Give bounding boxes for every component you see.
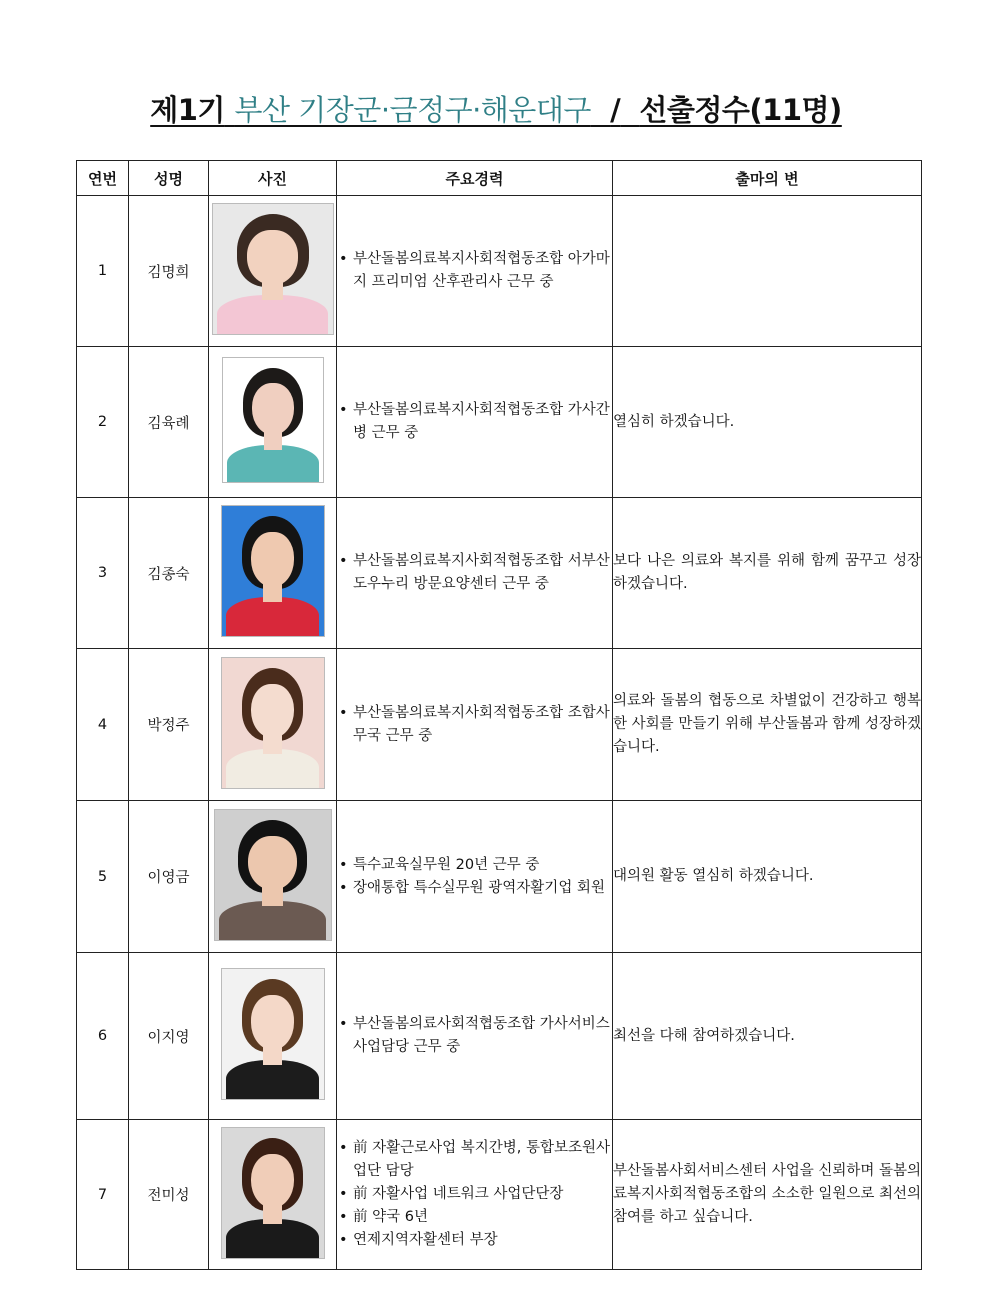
row-number: 1 (77, 196, 129, 347)
career-item: • 부산돌봄의료복지사회적협동조합 조합사무국 근무 중 (353, 702, 612, 748)
photo-cell (209, 801, 337, 953)
candidate-name: 김명희 (129, 196, 209, 347)
candidate-name: 이영금 (129, 801, 209, 953)
portrait-shoulders (227, 445, 319, 483)
career-item: • 연제지역자활센터 부장 (353, 1229, 612, 1252)
photo-cell (209, 196, 337, 347)
portrait-shoulders (226, 749, 320, 789)
career-list (337, 1013, 612, 1059)
row-number: 2 (77, 347, 129, 498)
career-list (337, 854, 612, 900)
candidate-name: 김종숙 (129, 498, 209, 649)
career-item: • 前 약국 6년 (353, 1206, 612, 1229)
portrait-shoulders (217, 295, 327, 335)
candidate-portrait (212, 203, 334, 335)
career-item: • 부산돌봄의료복지사회적협동조합 서부산도우누리 방문요양센터 근무 중 (353, 550, 612, 596)
portrait-face (252, 383, 294, 435)
title-text (150, 93, 842, 127)
portrait-shoulders (226, 1060, 320, 1100)
header-speech: 출마의 변 (613, 161, 922, 196)
title-slash: / (610, 93, 621, 127)
candidate-table (76, 160, 922, 1270)
portrait-shoulders (219, 901, 326, 941)
candidate-name: 전미성 (129, 1120, 209, 1270)
career-list (337, 550, 612, 596)
title-suffix: 선출정수(11명) (639, 93, 842, 127)
header-career: 주요경력 (337, 161, 613, 196)
table-row (77, 196, 922, 347)
header-no: 연번 (77, 161, 129, 196)
career-cell (337, 649, 613, 801)
table-row (77, 498, 922, 649)
career-list (337, 702, 612, 748)
title-prefix: 제1기 (150, 93, 225, 127)
career-item: • 특수교육실무원 20년 근무 중 (353, 854, 612, 877)
speech-cell (613, 196, 922, 347)
candidate-portrait (221, 505, 325, 637)
career-cell (337, 498, 613, 649)
row-number: 5 (77, 801, 129, 953)
portrait-face (251, 684, 294, 739)
career-item: • 부산돌봄의료사회적협동조합 가사서비스사업담당 근무 중 (353, 1013, 612, 1059)
career-cell (337, 1120, 613, 1270)
table-row (77, 801, 922, 953)
photo-cell (209, 498, 337, 649)
candidate-portrait (221, 1127, 325, 1259)
portrait-shoulders (226, 597, 320, 637)
portrait-face (251, 995, 294, 1050)
career-cell (337, 196, 613, 347)
table-header-row (77, 161, 922, 196)
speech-cell: 의료와 돌봄의 협동으로 차별없이 건강하고 행복한 사회를 만들기 위해 부산돌봄과 함께 성장하겠습니다. (613, 649, 922, 801)
career-list (337, 248, 612, 294)
photo-cell (209, 649, 337, 801)
table-row (77, 953, 922, 1120)
row-number: 3 (77, 498, 129, 649)
row-number: 7 (77, 1120, 129, 1270)
career-item: • 부산돌봄의료복지사회적협동조합 가사간병 근무 중 (353, 399, 612, 445)
speech-cell: 보다 나은 의료와 복지를 위해 함께 꿈꾸고 성장하겠습니다. (613, 498, 922, 649)
candidate-name: 이지영 (129, 953, 209, 1120)
photo-cell (209, 1120, 337, 1270)
header-name: 성명 (129, 161, 209, 196)
portrait-face (247, 230, 297, 285)
table-row (77, 347, 922, 498)
candidate-portrait (214, 809, 332, 941)
speech-cell: 부산돌봄사회서비스센터 사업을 신뢰하며 돌봄의료복지사회적협동조합의 소소한 일원으로 최선의 참여를 하고 싶습니다. (613, 1120, 922, 1270)
speech-cell: 대의원 활동 열심히 하겠습니다. (613, 801, 922, 953)
title-region: 부산 기장군·금정구·해운대구 (234, 93, 591, 127)
photo-cell (209, 953, 337, 1120)
career-item: • 前 자활사업 네트워크 사업단단장 (353, 1183, 612, 1206)
portrait-face (248, 836, 297, 891)
career-item: • 부산돌봄의료복지사회적협동조합 아가마지 프리미엄 산후관리사 근무 중 (353, 248, 612, 294)
portrait-face (251, 532, 294, 587)
speech-cell: 열심히 하겠습니다. (613, 347, 922, 498)
page-title (0, 88, 992, 129)
portrait-shoulders (226, 1219, 320, 1259)
candidate-name: 박정주 (129, 649, 209, 801)
career-cell (337, 953, 613, 1120)
career-item: • 前 자활근로사업 복지간병, 통합보조원사업단 담당 (353, 1137, 612, 1183)
row-number: 6 (77, 953, 129, 1120)
table-row (77, 649, 922, 801)
candidate-portrait (221, 657, 325, 789)
career-cell (337, 801, 613, 953)
career-item: • 장애통합 특수실무원 광역자활기업 회원 (353, 877, 612, 900)
speech-cell: 최선을 다해 참여하겠습니다. (613, 953, 922, 1120)
table-row (77, 1120, 922, 1270)
header-photo: 사진 (209, 161, 337, 196)
career-list (337, 399, 612, 445)
career-list (337, 1137, 612, 1252)
candidate-portrait (222, 357, 324, 483)
portrait-face (251, 1154, 294, 1209)
candidate-portrait (221, 968, 325, 1100)
photo-cell (209, 347, 337, 498)
candidate-name: 김육례 (129, 347, 209, 498)
career-cell (337, 347, 613, 498)
row-number: 4 (77, 649, 129, 801)
